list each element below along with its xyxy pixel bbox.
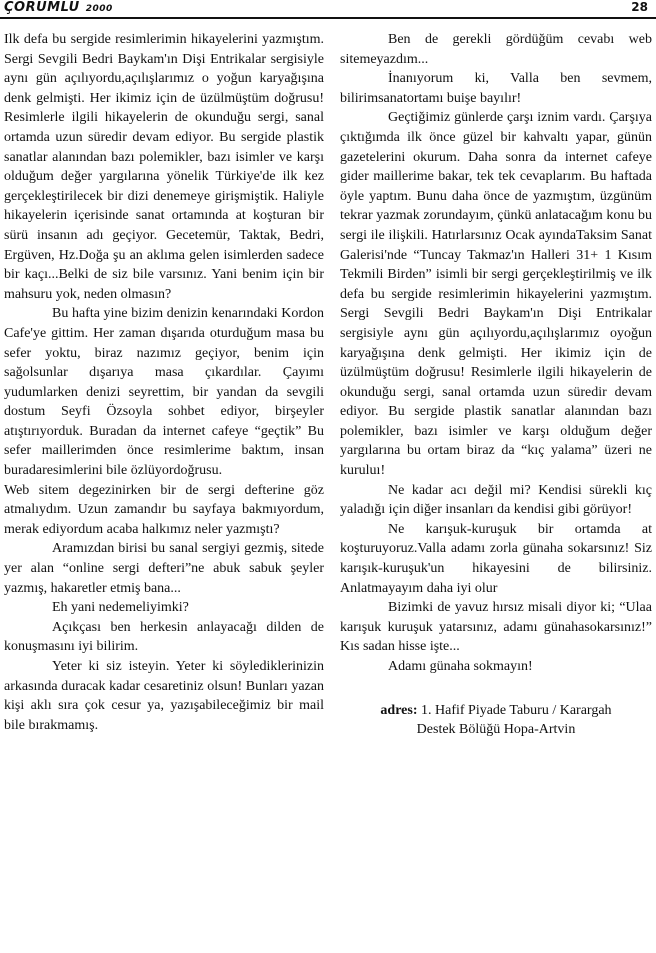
left-column — [4, 30, 324, 735]
paragraph: Ne kadar acı değil mi? Kendisi sürekli kıç yaladığı için diğer insanları da kendisi gibi görüyor! — [340, 482, 652, 518]
paragraph: Bizimki de yavuz hırsız misali diyor ki; “Ulaa karışuk kuruşuk yatarsınız, adamı günahasokarsınız!” Kıs sadan hisse işte... — [340, 600, 652, 655]
address-line-1-text: 1. Hafif Piyade Taburu / Karargah — [421, 702, 612, 718]
logo-text: ÇORUMLU — [4, 0, 80, 15]
paragraph: Eh yani nedemeliyimki? — [52, 600, 189, 616]
logo-year: 2000 — [85, 4, 113, 14]
right-column — [340, 30, 652, 740]
paragraph: Web sitem degezinirken bir de sergi defterine göz atmalıydım. Uzun zamandır bu sayfaya bakmıyordum, merak ediyordum acaba halkımız neler yazmıştı? — [4, 482, 324, 537]
address-block — [340, 701, 652, 740]
address-line-1 — [340, 701, 652, 721]
paragraph: Adamı günaha sokmayın! — [388, 659, 533, 674]
paragraph: Yeter ki siz isteyin. Yeter ki söylediklerinizin arkasında duracak kadar cesaretiniz olsun! Bunları yazan kişi aklı sıra çok cesur ya, yazışabileceğimiz bir mail bile bırakmamış. — [4, 659, 324, 733]
address-label: adres: — [380, 702, 418, 718]
header-rule — [0, 17, 656, 19]
magazine-logo — [4, 0, 113, 15]
paragraph: Aramızdan birisi bu sanal sergiyi gezmiş, sitede yer alan “online sergi defteri”ne abuk sabuk şeyler yazmış, hakaretler etmiş bana... — [4, 541, 324, 596]
paragraph: Ilk defa bu sergide resimlerimin hikayelerini yazmıştım. Sergi Sevgili Bedri Baykam'ın Dişi Entrikalar sergisiyle aynı gün açılıyordu,açılışlarımız o yoğun karyağışına denk gelmişti. Her ikimiz için de üzülmüştüm doğrusu! Resimlerle ilgili hikayelerin de okunduğu sergi, sanal ortamda uzun süredir devam ediyor. Bu sergide plastik sanatlar alanından bazı polemikler, bazı isimler ve karşı olduğum değer yargılarına yönelik Türkiye'de ilk kez gerçekleştirilecek bir dizi denemeye girişmiştik. Haliyle hikayelerin içerisinde sanat ortamında at koşturan bir sürü insanın adı geçiyor. Gecetemür, Taktak, Bedri, Ergüven, Hz.Doğa şu an aklıma gelen isimlerden sadece bir kaçı...Belki de siz bile varsınız. Yani benim için bir mahsuru yok, neden olmasın? — [4, 32, 324, 302]
address-line-2: Destek Bölüğü Hopa-Artvin — [416, 722, 576, 738]
page-number: 28 — [631, 0, 648, 14]
paragraph: Bu hafta yine bizim denizin kenarındaki Kordon Cafe'ye gittim. Her zaman dışarıda oturduğum masa bu sefer yoktu, biraz nazımız geçiyor, benim için sağolsunlar dışarıya masa çıkardılar. Çayımı yudumlarken denizi seyrettim, bir yandan da sevgili dostum Seyfi Özsoyla sohbet ediyor, birşeyler atıştırıyorduk. Buradan da internet cafeye “geçtik” Bu sefer maillerimden önce resimlerime baktım, insan buradaresimlerini bile özlüyordoğrusu. — [4, 306, 324, 479]
paragraph: Ne karışuk-kuruşuk bir ortamda at koşturuyoruz.Valla adamı zorla günaha sokarsınız! Siz karışık-kuruşuk'un hikayesini de bilirsiniz. Anlatmayayım daha iyi olur — [340, 521, 652, 596]
page-header — [0, 0, 656, 20]
paragraph: İnanıyorum ki, Valla ben sevmem, bilirimsanatortamı buişe bayılır! — [340, 71, 652, 106]
paragraph: Ben de gerekli gördüğüm cevabı web sitemeyazdım... — [340, 32, 652, 67]
paragraph: Geçtiğimiz günlerde çarşı iznim vardı. Çarşıya çıktığımda ilk önce güzel bir kahvaltı yapar, günün gazetelerini okurum. Daha sonra da internet cafeye gider maillerime bakar, tek tek cevaplarım. Bu haftada öyle yaptım. Bunu daha önce de yazmıştım, üzgünüm tekrar yazmak zorundayım, çünkü anlatacağım konu bu sergi ile ilişkili. Hatırlarsınız Ocak ayındaTaksim Sanat Galerisi'nde “Tuncay Takmaz'ın Halleri 31+ 1 Kısım Tekmili Birden” isimli bir sergi gerçekleştirilmiş ve ilk defa bu sergide resimlerimin hikayelerini yazmıştım. Sergi Sevgili Bedri Baykam'ın Dişi Entrikalar sergisiyle aynı gün açılıyordu,açılışlarımız oyoğun karyağışına denk gelmişti. Her ikimiz için de üzülmüştüm doğrusu! Resimlerle ilgili hikayelerin de okunduğu sergi, sanal ortamda uzun süredir devam ediyor. Bu sergide plastik sanatlar alanından bazı polemikler, bazı isimler ve karşı olduğum değer yargılarına bu ortam biraz da “kıç yalama” üzeri ne kuruluı! — [340, 110, 652, 479]
paragraph: Açıkçası ben herkesin anlayacağı dilden de konuşmasını iyi bilirim. — [4, 619, 324, 655]
